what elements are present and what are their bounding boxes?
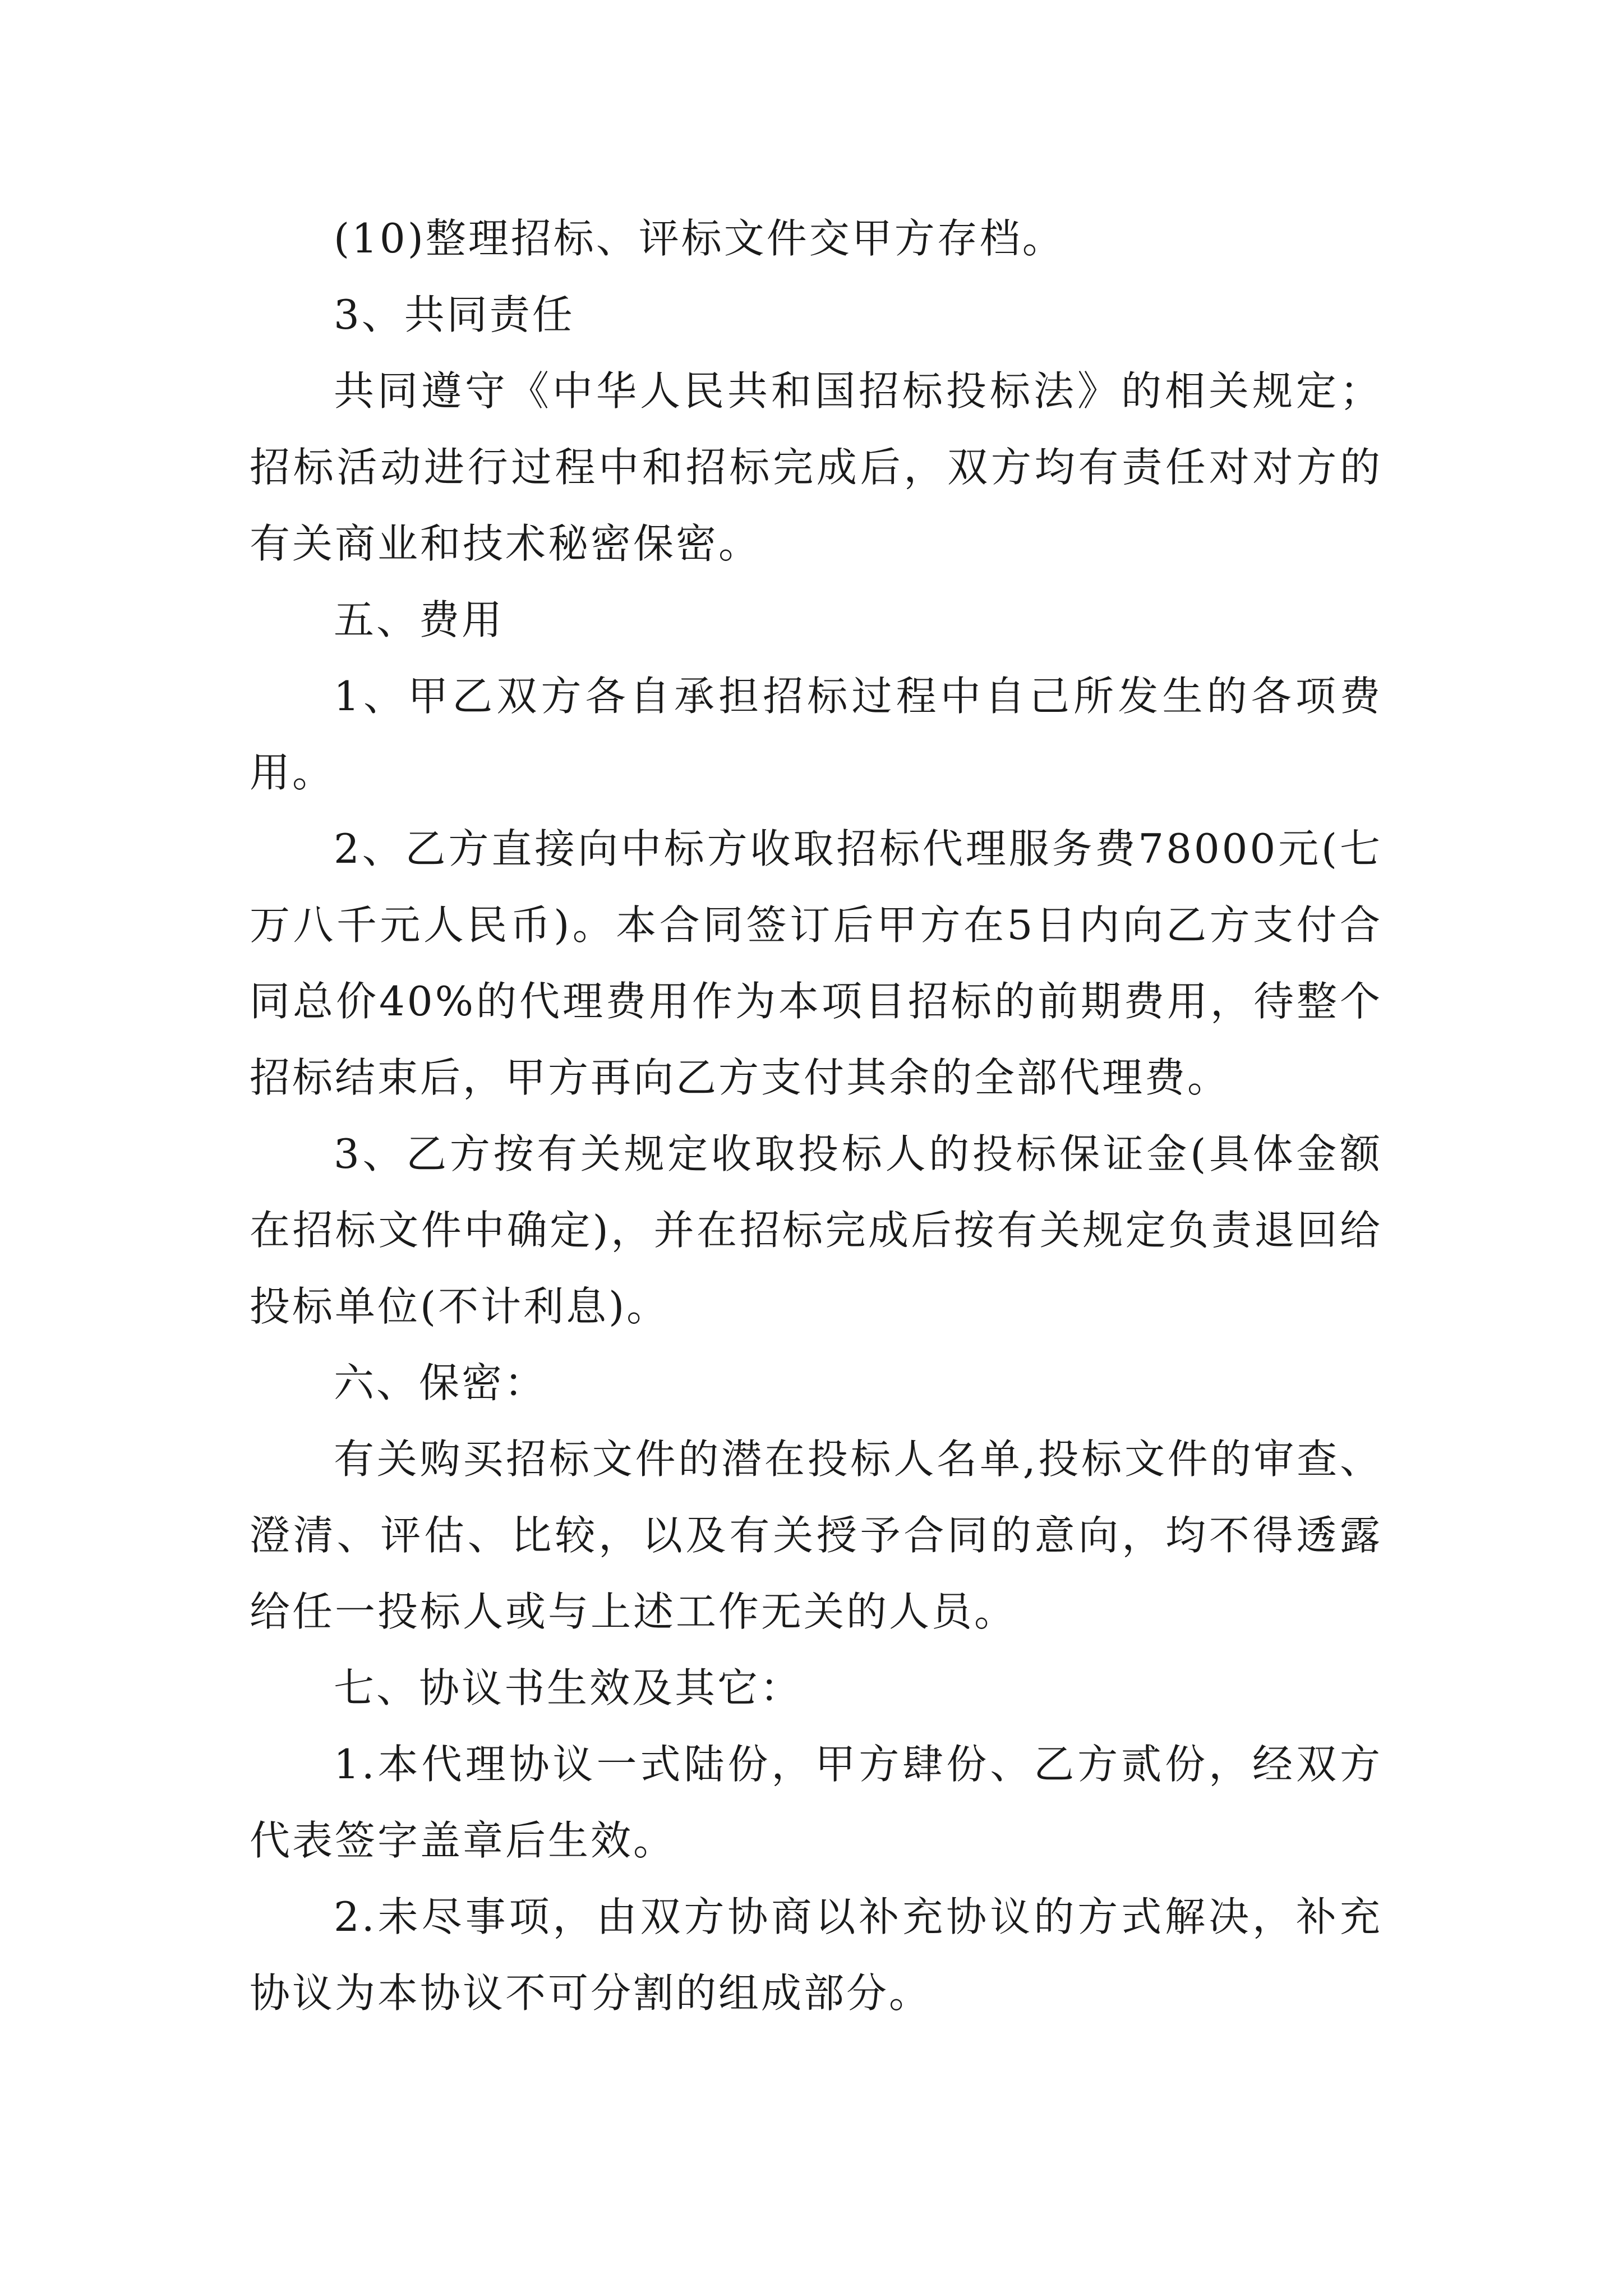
section-heading-joint-responsibility: 3、共同责任 bbox=[334, 291, 575, 338]
paragraph-item-10-archive: (10)整理招标、评标文件交甲方存档。 bbox=[334, 215, 1065, 262]
section-heading-confidentiality: 六、保密： bbox=[334, 1359, 547, 1406]
paragraph-fees-3: 3、乙方按有关规定收取投标人的投标保证金(具体金额在招标文件中确定)，并在招标完成后按有关规定负责退回给投标单位(不计利息)。 bbox=[250, 1130, 1382, 1330]
paragraph-fees-1: 1、甲乙双方各自承担招标过程中自己所发生的各项费用。 bbox=[250, 673, 1382, 796]
paragraph-fees-2: 2、乙方直接向中标方收取招标代理服务费78000元(七万八千元人民币)。本合同签订后甲方在5日内向乙方支付合同总价40%的代理费用作为本项目招标的前期费用，待整个招标结束后，甲方再向乙方支付其余的全部代理费。 bbox=[250, 825, 1382, 1101]
document-body bbox=[250, 200, 1382, 2031]
paragraph-effectiveness-1: 1.本代理协议一式陆份，甲方肆份、乙方贰份，经双方代表签字盖章后生效。 bbox=[250, 1741, 1382, 1864]
paragraph-effectiveness-2: 2.未尽事项，由双方协商以补充协议的方式解决，补充协议为本协议不可分割的组成部分。 bbox=[250, 1893, 1382, 2017]
section-heading-fees: 五、费用 bbox=[334, 596, 505, 643]
paragraph-confidentiality: 有关购买招标文件的潜在投标人名单,投标文件的审查、澄清、评估、比较，以及有关授予合同的意向，均不得透露给任一投标人或与上述工作无关的人员。 bbox=[250, 1435, 1382, 1635]
section-heading-effectiveness: 七、协议书生效及其它： bbox=[334, 1664, 803, 1711]
paragraph-joint-responsibility: 共同遵守《中华人民共和国招标投标法》的相关规定；招标活动进行过程中和招标完成后，双方均有责任对对方的有关商业和技术秘密保密。 bbox=[250, 367, 1382, 567]
